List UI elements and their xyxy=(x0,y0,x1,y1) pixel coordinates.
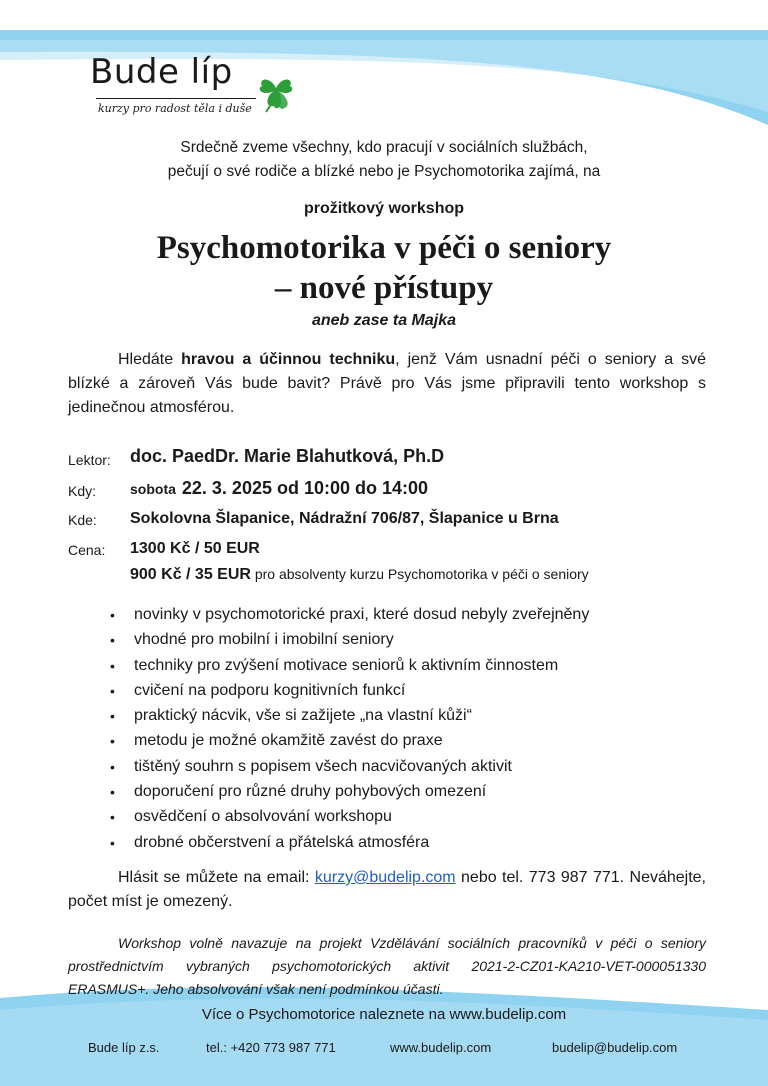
list-item: • tištěný souhrn s popisem všech nacvičovaných aktivit xyxy=(110,755,589,780)
list-item: • metodu je možné okamžitě zavést do praxe xyxy=(110,729,589,754)
lecturer-label: Lektor: xyxy=(68,452,111,468)
footer-email[interactable]: budelip@budelip.com xyxy=(552,1040,678,1055)
price-full: 1300 Kč / 50 EUR xyxy=(130,540,260,557)
benefits-list xyxy=(110,603,589,856)
subtitle: aneb zase ta Majka xyxy=(311,312,457,329)
email-link[interactable]: kurzy@budelip.com xyxy=(314,869,456,886)
list-item: • vhodné pro mobilní i imobilní seniory xyxy=(110,628,589,653)
more-info: Více o Psychomotorice naleznete na www.budelip.com xyxy=(201,1006,567,1023)
list-item: • techniky pro zvýšení motivace seniorů k aktivním činnostem xyxy=(110,654,589,679)
list-item: • novinky v psychomotorické praxi, které dosud nebyly zveřejněny xyxy=(110,603,589,628)
footer-web[interactable]: www.budelip.com xyxy=(390,1040,492,1055)
list-item: • praktický nácvik, vše si zažijete „na vlastní kůži“ xyxy=(110,704,589,729)
intro-paragraph: Hledáte hravou a účinnou techniku, jenž Vám usnadní péči o seniory a své blízké a zároveň Vás bude bavit? Právě pro Vás jsme připravili tento workshop s jedinečnou atmosférou. xyxy=(68,351,706,416)
logo-tagline: kurzy pro radost těla i duše xyxy=(98,102,252,115)
contact-paragraph: Hlásit se můžete na email: kurzy@budelip.com nebo tel. 773 987 771. Neváhejte, počet míst je omezený. xyxy=(68,869,707,910)
price-discount: 900 Kč / 35 EUR pro absolventy kurzu Psychomotorika v péči o seniory xyxy=(130,566,589,583)
clover-icon xyxy=(252,66,300,114)
logo-underline xyxy=(96,98,256,99)
lecturer-name: doc. PaedDr. Marie Blahutková, Ph.D xyxy=(130,446,445,466)
date-time: 22. 3. 2025 od 10:00 do 14:00 xyxy=(181,478,429,498)
date-day: sobota xyxy=(130,481,176,497)
workshop-kicker: prožitkový workshop xyxy=(303,200,465,217)
footer-phone: tel.: +420 773 987 771 xyxy=(206,1040,336,1055)
project-note: Workshop volně navazuje na projekt Vzdělávání sociálních pracovníků v péči o seniory prostřednictvím vybraných psychomotorických aktivit 2021-2-CZ01-KA210-VET-000051330 ERASMUS+. Jeho absolvování však není podmínkou účasti. xyxy=(68,935,706,997)
logo-name: Bude líp xyxy=(90,52,233,92)
list-item: • osvědčení o absolvování workshopu xyxy=(110,805,589,830)
logo xyxy=(90,52,330,132)
list-item: • drobné občerstvení a přátelská atmosféra xyxy=(110,831,589,856)
list-item: • doporučení pro různé druhy pohybových omezení xyxy=(110,780,589,805)
intro-text: Srdečně zveme všechny, kdo pracují v sociálních službách, pečují o své rodiče a blízké nebo je Psychomotorika zajímá, na xyxy=(167,139,601,180)
page-title: Psychomotorika v péči o seniory – nové přístupy xyxy=(156,230,612,306)
list-item: • cvičení na podporu kognitivních funkcí xyxy=(110,679,589,704)
date-label: Kdy: xyxy=(68,483,97,499)
price-label: Cena: xyxy=(68,542,106,558)
location-value: Sokolovna Šlapanice, Nádražní 706/87, Šlapanice u Brna xyxy=(130,510,559,527)
location-label: Kde: xyxy=(68,512,97,528)
footer-org: Bude líp z.s. xyxy=(88,1040,160,1055)
